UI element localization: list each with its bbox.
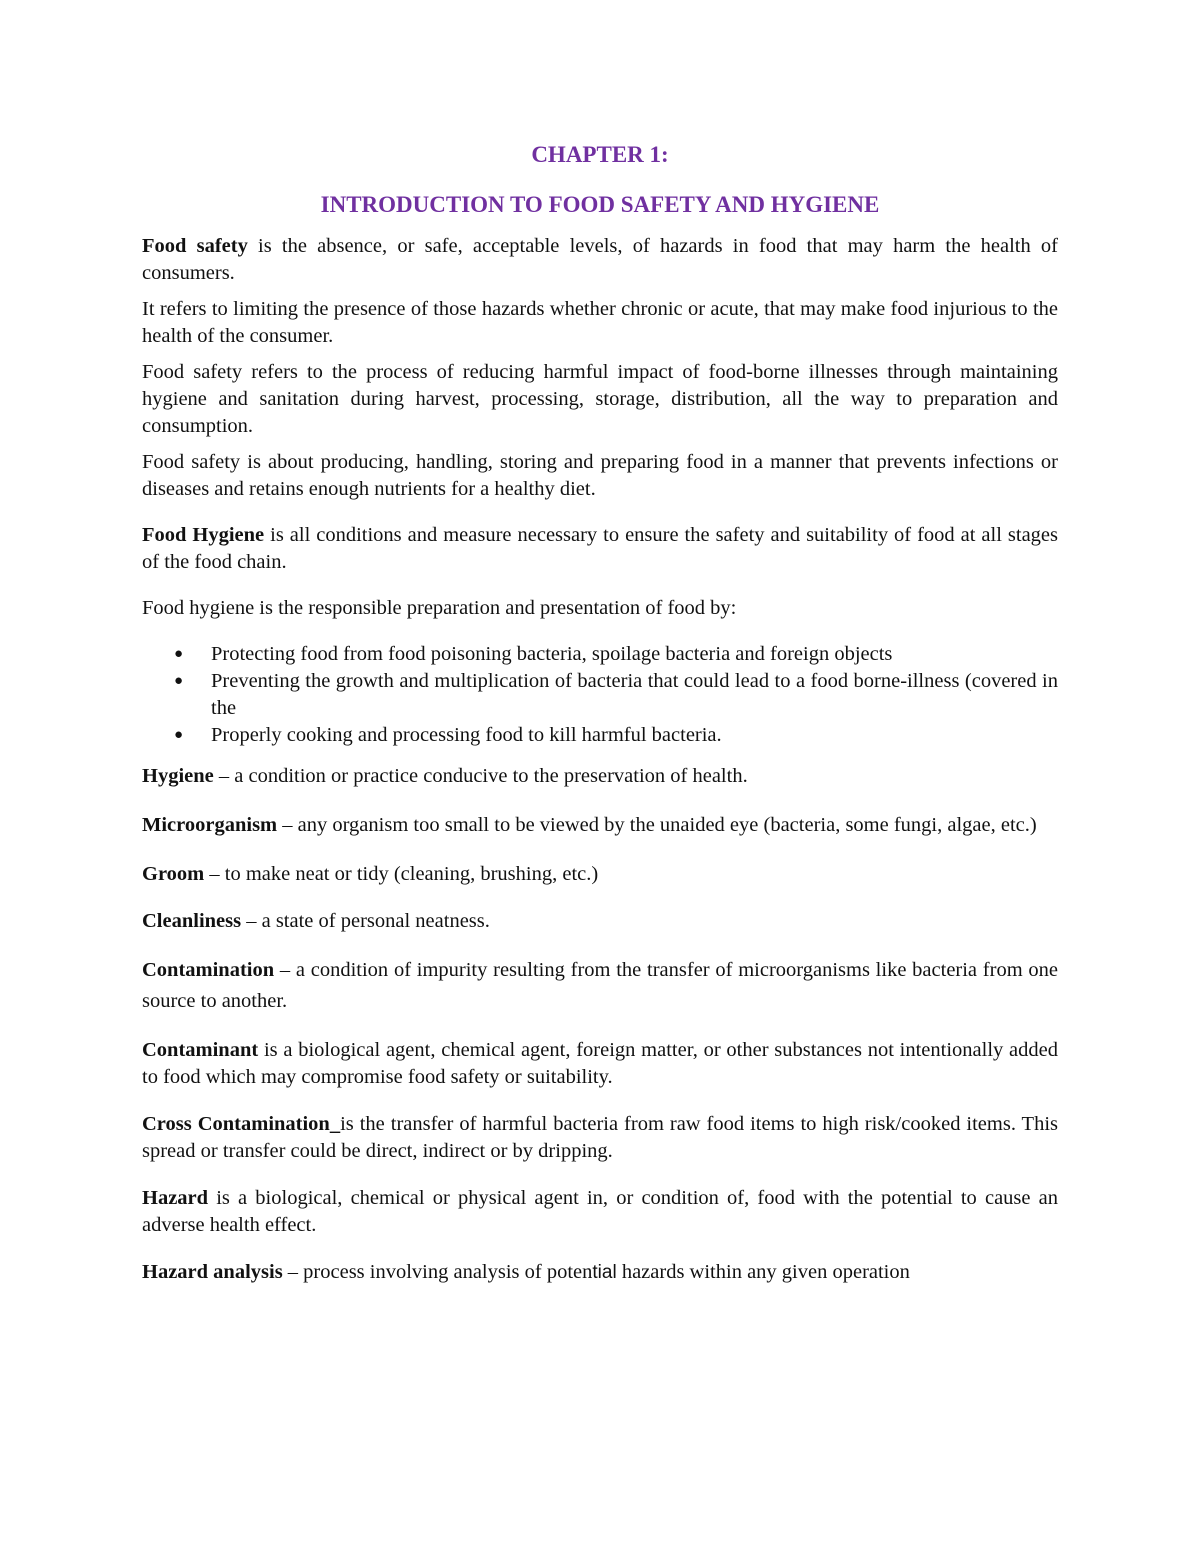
document-page — [142, 140, 1058, 1306]
bullet-icon: ● — [174, 673, 184, 689]
bullet-icon: ● — [174, 727, 184, 743]
food-hygiene-intro: Food hygiene is the responsible preparation and presentation of food by: — [142, 597, 737, 619]
food-safety-definition: Food safety is the absence, or safe, acceptable levels, of hazards in food that may harm the health of consumers. — [142, 235, 1058, 284]
food-hygiene-list — [142, 641, 1058, 749]
definition-hazard-analysis: Hazard analysis – process involving analysis of potential hazards within any given operation — [142, 1261, 910, 1283]
definition-cleanliness: Cleanliness – a state of personal neatness. — [142, 910, 490, 932]
chapter-title: INTRODUCTION TO FOOD SAFETY AND HYGIENE — [320, 192, 880, 217]
food-safety-paragraph: It refers to limiting the presence of those hazards whether chronic or acute, that may make food injurious to the health of the consumer. — [142, 298, 1058, 347]
definition-hazard: Hazard is a biological, chemical or physical agent in, or condition of, food with the potential to cause an adverse health effect. — [142, 1187, 1058, 1236]
food-hygiene-definition: Food Hygiene is all conditions and measure necessary to ensure the safety and suitability of food at all stages of the food chain. — [142, 524, 1058, 573]
definition-contaminant: Contaminant is a biological agent, chemical agent, foreign matter, or other substances not intentionally added to food which may compromise food safety or suitability. — [142, 1039, 1058, 1088]
definition-cross-contamination: Cross Contamination_is the transfer of harmful bacteria from raw food items to high risk/cooked items. This spread or transfer could be direct, indirect or by dripping. — [142, 1113, 1058, 1162]
food-safety-paragraph: Food safety refers to the process of reducing harmful impact of food-borne illnesses through maintaining hygiene and sanitation during harvest, processing, storage, distribution, all the way to preparation and consumption. — [142, 361, 1058, 437]
bullet-icon: ● — [174, 646, 184, 662]
definition-microorganism: Microorganism – any organism too small to be viewed by the unaided eye (bacteria, some fungi, algae, etc.) — [142, 814, 1037, 836]
list-item: ● Preventing the growth and multiplication of bacteria that could lead to a food borne-illness (covered in the — [174, 670, 1058, 719]
definition-contamination: Contamination – a condition of impurity resulting from the transfer of microorganisms like bacteria from one source to another. — [142, 959, 1058, 1012]
term-food-safety: Food safety — [142, 235, 248, 257]
definition-hygiene: Hygiene – a condition or practice conducive to the preservation of health. — [142, 765, 748, 787]
list-item: ● Properly cooking and processing food to kill harmful bacteria. — [211, 722, 1058, 749]
chapter-heading: CHAPTER 1: — [531, 142, 669, 167]
definition-groom: Groom – to make neat or tidy (cleaning, brushing, etc.) — [142, 863, 599, 885]
list-item: ● Protecting food from food poisoning bacteria, spoilage bacteria and foreign objects — [211, 641, 1058, 668]
food-safety-paragraph: Food safety is about producing, handling, storing and preparing food in a manner that prevents infections or diseases and retains enough nutrients for a healthy diet. — [142, 451, 1058, 500]
term-food-hygiene: Food Hygiene — [142, 524, 265, 546]
